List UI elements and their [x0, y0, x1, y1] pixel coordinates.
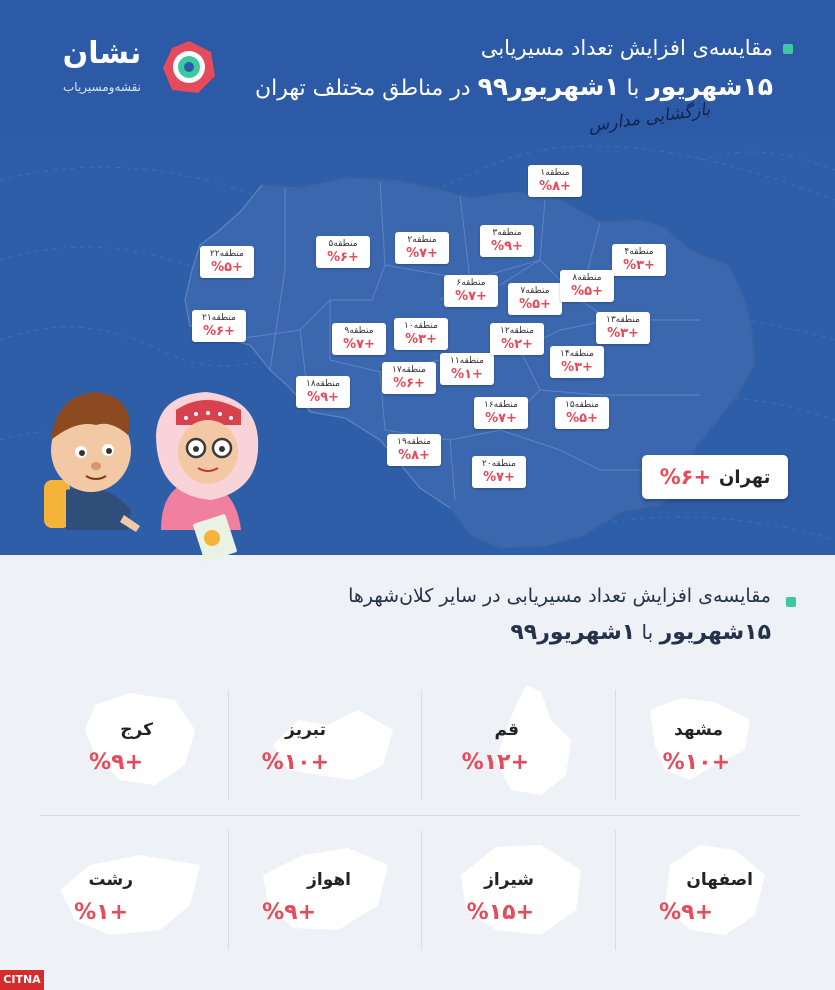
city-cell-ahvaz	[228, 830, 421, 950]
tehran-total-badge	[642, 455, 788, 499]
zone-card-2: منطقه۲ +%۷	[395, 232, 449, 264]
city-cell-isfahan	[615, 830, 808, 950]
city-value: +%۱۰	[261, 750, 329, 775]
city-cell-mashhad	[615, 680, 808, 800]
source-credit: CITNA	[0, 970, 44, 990]
zone-card-20: منطقه۲۰ +%۷	[472, 456, 526, 488]
zone-card-4: منطقه۴ +%۳	[612, 244, 666, 276]
city-name: کرج	[120, 720, 153, 740]
city-value: +%۱۰	[662, 750, 730, 775]
section2-title: مقایسه‌ی افزایش تعداد مسیریابی در سایر کلان‌شهرها	[348, 585, 771, 607]
brand-tagline: نقشه‌و‌مسیریاب	[62, 80, 141, 94]
city-map-shape	[50, 845, 210, 945]
city-map-shape	[253, 840, 393, 940]
city-cell-shiraz	[421, 830, 614, 950]
brand-name: نشان	[62, 36, 142, 71]
city-cell-karaj	[35, 680, 228, 800]
city-name: اصفهان	[686, 870, 753, 890]
city-map-shape	[451, 835, 591, 945]
city-map-shape	[655, 835, 775, 945]
bullet-icon-2	[786, 597, 796, 607]
section2-subtitle: ۱۵شهریور با ۱شهریور۹۹	[510, 620, 771, 645]
zone-card-5: منطقه۵ +%۶	[316, 236, 370, 268]
zone-card-22: منطقه۲۲ +%۵	[200, 246, 254, 278]
city-name: تبریز	[285, 720, 326, 740]
city-value: +%۱۲	[461, 750, 529, 775]
zone-card-18: منطقه۱۸ +%۹	[296, 376, 350, 408]
zone-card-21: منطقه۲۱ +%۶	[192, 310, 246, 342]
city-map-shape	[640, 690, 760, 790]
city-cell-rasht	[35, 830, 228, 950]
city-value: +%۱۵	[466, 900, 534, 925]
city-value: +%۱	[74, 900, 128, 925]
zone-card-9: منطقه۹ +%۷	[332, 323, 386, 355]
zone-card-7: منطقه۷ +%۵	[508, 283, 562, 315]
city-name: مشهد	[674, 720, 723, 740]
city-value: +%۹	[89, 750, 143, 775]
city-name: اهواز	[307, 870, 351, 890]
zone-card-11: منطقه۱۱ +%۱	[440, 353, 494, 385]
zone-card-8: منطقه۸ +%۵	[560, 270, 614, 302]
zone-card-3: منطقه۳ +%۹	[480, 225, 534, 257]
zone-card-10: منطقه۱۰ +%۳	[394, 318, 448, 350]
city-map-shape	[268, 700, 398, 790]
city-cell-tabriz	[228, 680, 421, 800]
city-map-shape	[75, 685, 205, 795]
header-title: مقایسه‌ی افزایش تعداد مسیریابی	[480, 36, 773, 60]
city-value: +%۹	[659, 900, 713, 925]
kids-illustration	[36, 380, 276, 570]
zone-card-16: منطقه۱۶ +%۷	[474, 397, 528, 429]
zone-card-17: منطقه۱۷ +%۶	[382, 362, 436, 394]
city-cell-qom	[421, 680, 614, 800]
zone-card-14: منطقه۱۴ +%۳	[550, 346, 604, 378]
zone-card-12: منطقه۱۲ +%۲	[490, 323, 544, 355]
zone-card-15: منطقه۱۵ +%۵	[555, 397, 609, 429]
grid-divider	[40, 815, 800, 816]
zone-card-19: منطقه۱۹ +%۸	[387, 434, 441, 466]
city-name: رشت	[88, 870, 133, 890]
tehran-total-value: +%۶	[659, 465, 712, 489]
city-name: شیراز	[484, 870, 534, 890]
city-value: +%۹	[262, 900, 316, 925]
city-name: قم	[494, 720, 519, 740]
zone-card-6: منطقه۶ +%۷	[444, 275, 498, 307]
tehran-total-label: تهران	[719, 466, 771, 488]
city-map-shape	[481, 680, 581, 800]
header-subtitle: ۱۵شهریور با ۱شهریور۹۹ در مناطق مختلف تهران	[254, 72, 773, 101]
handwritten-note: بازگشایی مدارس	[587, 99, 712, 137]
zone-card-1: منطقه۱ +%۸	[528, 165, 582, 197]
zone-card-13: منطقه۱۳ +%۳	[596, 312, 650, 344]
